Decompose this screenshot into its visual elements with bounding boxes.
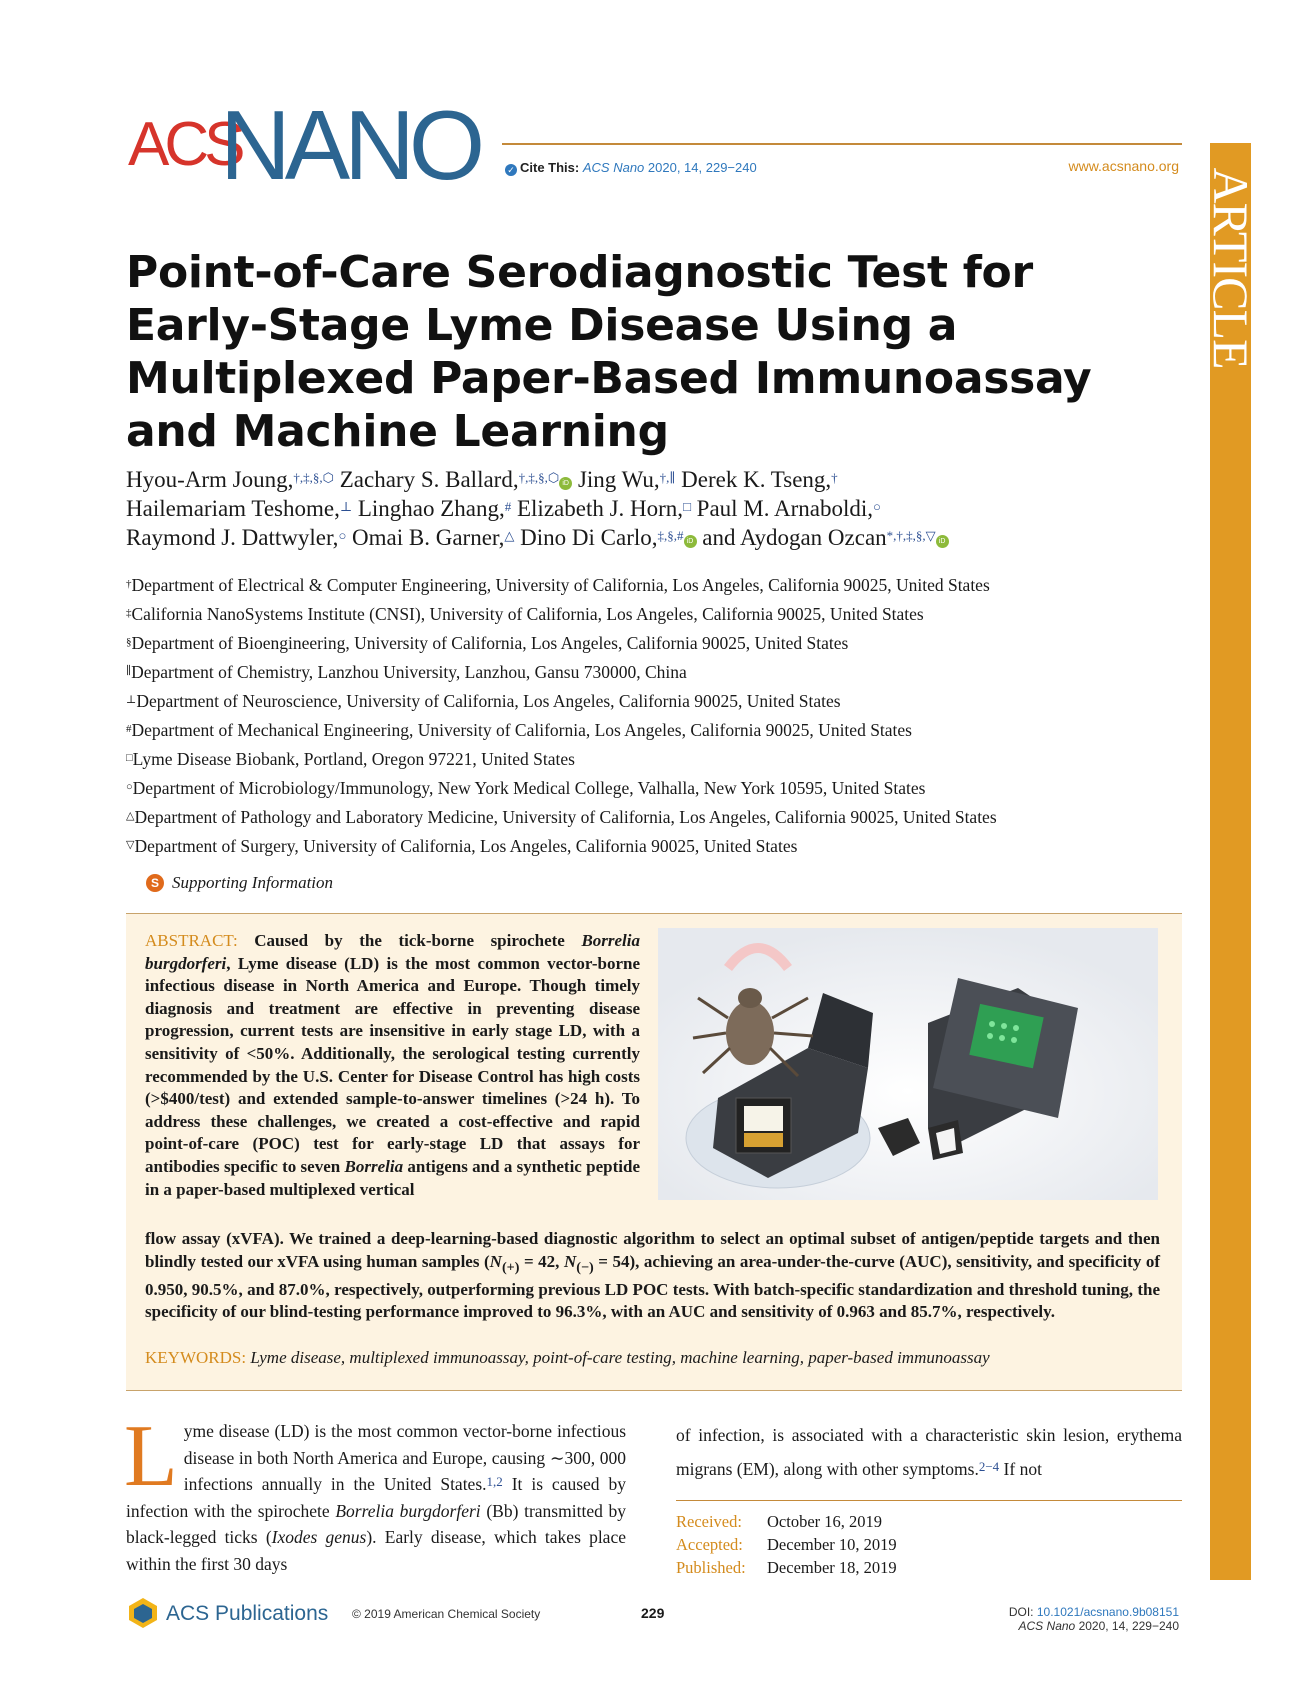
author[interactable]: Jing Wu,†,∥ [577, 467, 676, 492]
keywords [145, 1348, 1165, 1368]
body-column-1: Lyme disease (LD) is the most common vector-borne infectious disease in both North America and Europe, causing ∼300, 000 infections annually in the United States.$^{1,2}$ It is caused by infection with the spirochete Borrelia burgdorferi (Bb) transmitted by black-legged ticks (Ixodes genus). Early disease, which takes place within the first 30 days [124, 1408, 627, 1574]
logo-nano: NANO [220, 90, 480, 200]
author[interactable]: Zachary S. Ballard,†,‡,§,⬡ iD [340, 467, 572, 492]
orcid-icon[interactable]: iD [559, 477, 572, 490]
author[interactable]: Paul M. Arnaboldi,○ [696, 496, 881, 521]
doi-link[interactable]: 10.1021/acsnano.9b08151 [1036, 1605, 1179, 1619]
reference-link[interactable]: 1,2 [486, 1474, 503, 1489]
date-row: Accepted: December 10, 2019 [676, 1535, 897, 1554]
affiliation: ∥Department of Chemistry, Lanzhou University, Lanzhou, Gansu 730000, China [126, 662, 687, 682]
header-rule [502, 143, 1182, 145]
affiliation: ⊥Department of Neuroscience, University of California, Los Angeles, California 90025, United States [126, 691, 841, 711]
dates-rule [676, 1500, 1182, 1501]
orcid-icon[interactable]: iD [936, 535, 949, 548]
affiliation: ‡California NanoSystems Institute (CNSI), University of California, Los Angeles, California 90025, United States [126, 604, 924, 624]
journal-url[interactable]: www.acsnano.org [1068, 158, 1179, 174]
abstract-text-part2: flow assay (xVFA). We trained a deep-learning-based diagnostic algorithm to select an optimal subset of antigen/peptide targets and then blindly tested our xVFA using human samples ($N_{(+)} = 42$, $N_{(-)} = 54$), achieving an area-under-the-curve (AUC), sensitivity, and specificity of 0.950, 90.5%, and 87.0%, respectively, outperforming previous LD POC tests. With batch-specific standardization and threshold tuning, the specificity of our blind-testing performance improved to 96.3%, with an AUC and sensitivity of 0.963 and 85.7%, respectively. [145, 1229, 1161, 1322]
body-column-2: of infection, is associated with a characteristic skin lesion, erythema migrans (EM), along with other symptoms.$^{2-4}$ If not [676, 1425, 1182, 1479]
cite-this[interactable] [505, 160, 757, 176]
author[interactable]: Hyou-Arm Joung,†,‡,§,⬡ [126, 467, 334, 492]
acs-hex-icon [126, 1596, 160, 1630]
publisher-name: ACS Publications [166, 1602, 329, 1625]
acs-publications-logo[interactable] [126, 1596, 328, 1630]
affiliation: ○Department of Microbiology/Immunology, New York Medical College, Valhalla, New York 10595, United States [126, 778, 926, 798]
author[interactable]: Hailemariam Teshome,⊥ [126, 496, 353, 521]
logo-acs: ACS [128, 110, 241, 179]
keywords-text: Lyme disease, multiplexed immunoassay, point-of-care testing, machine learning, paper-based immunoassay [250, 1348, 990, 1367]
affiliation: △Department of Pathology and Laboratory Medicine, University of California, Los Angeles, California 90025, United States [126, 807, 997, 827]
affiliation: □Lyme Disease Biobank, Portland, Oregon 97221, United States [126, 749, 575, 769]
cite-label: Cite This: [520, 160, 580, 175]
affiliation: §Department of Bioengineering, University of California, Los Angeles, California 90025, United States [126, 633, 849, 653]
author[interactable]: and Aydogan Ozcan*,†,‡,§,▽ iD [702, 525, 948, 550]
author-list [126, 465, 1196, 552]
section-tab-label: ARTICLE [1202, 167, 1259, 369]
author[interactable]: Elizabeth J. Horn,□ [516, 496, 691, 521]
page-number: 229 [641, 1605, 665, 1621]
toc-graphic [658, 928, 1158, 1200]
supporting-info-icon: S [146, 874, 164, 892]
affiliation: †Department of Electrical & Computer Engineering, University of California, Los Angeles, California 90025, United States [126, 575, 990, 595]
supporting-label: Supporting Information [172, 873, 334, 892]
orcid-icon[interactable]: iD [684, 535, 697, 548]
supporting-information-link[interactable] [146, 873, 333, 893]
author[interactable]: Dino Di Carlo,‡,§,# iD [520, 525, 696, 550]
affiliation-list [126, 571, 1206, 861]
check-icon: ✓ [505, 164, 517, 176]
cite-journal: ACS Nano [582, 160, 645, 175]
article-title: Point-of-Care Serodiagnostic Test for Early-Stage Lyme Disease Using a Multiplexed Paper-Based Immunoassay and Machine Learning [126, 247, 1092, 457]
reference-link[interactable]: 2−4 [978, 1459, 1000, 1474]
doi-block: DOI: 10.1021/acsnano.9b08151 ACS Nano 2020, 14, 229−240 [1008, 1605, 1179, 1633]
article-section-tab [1202, 143, 1259, 1580]
abstract-label: ABSTRACT: [145, 931, 238, 950]
author[interactable]: Raymond J. Dattwyler,○ [126, 525, 347, 550]
author[interactable]: Linghao Zhang,# [357, 496, 512, 521]
affiliation: ▽Department of Surgery, University of California, Los Angeles, California 90025, United States [126, 836, 798, 856]
publication-dates [676, 1510, 897, 1579]
toc-illustration [658, 928, 1158, 1200]
copyright: © 2019 American Chemical Society [352, 1607, 541, 1621]
cite-rest: 2020, 14, 229−240 [647, 160, 757, 175]
author[interactable]: Derek K. Tseng,† [681, 467, 838, 492]
date-row: Published: December 18, 2019 [676, 1558, 897, 1577]
keywords-label: KEYWORDS: [145, 1348, 247, 1367]
journal-logo [128, 90, 508, 200]
drop-cap: L [124, 1408, 178, 1505]
author[interactable]: Omai B. Garner,△ [352, 525, 515, 550]
date-row: Received: October 16, 2019 [676, 1512, 883, 1531]
abstract-text-part1: ABSTRACT: Caused by the tick-borne spirochete Borrelia burgdorferi, Lyme disease (LD) is the most common vector-borne infectious disease in North America and Europe. Though timely diagnosis and treatment are effective in preventing disease progression, current tests are insensitive in early stage LD, with a sensitivity of <50%. Additionally, the serological testing currently recommended by the U.S. Center for Disease Control has high costs (>$400/test) and extended sample-to-answer timelines (>24 h). To address these challenges, we created a cost-effective and rapid point-of-care (POC) test for early-stage LD that assays for antibodies specific to seven Borrelia antigens and a synthetic peptide in a paper-based multiplexed vertical [145, 931, 640, 1199]
affiliation: #Department of Mechanical Engineering, University of California, Los Angeles, California 90025, United States [126, 720, 912, 740]
